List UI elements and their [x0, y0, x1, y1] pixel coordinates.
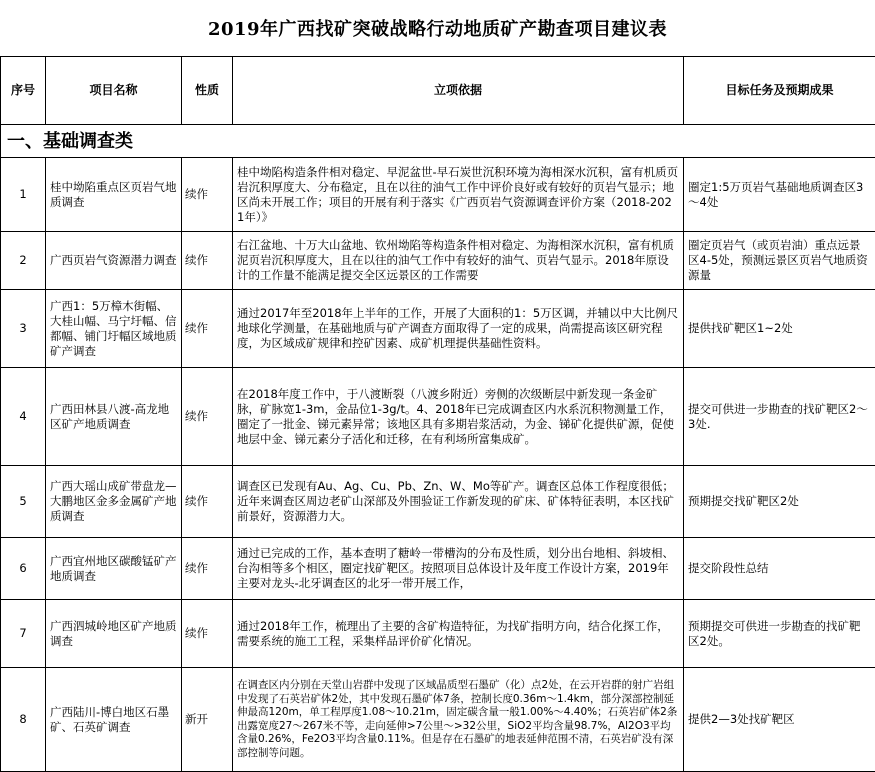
cell-no: 3: [1, 290, 46, 368]
cell-nature: 续作: [182, 466, 233, 538]
cell-basis: 通过2018年工作，梳理出了主要的含矿构造特征，为找矿指明方向，结合化探工作，需要系统的施工工程，采集样品评价矿化情况。: [233, 600, 684, 668]
cell-nature: 续作: [182, 538, 233, 600]
cell-name: 广西大瑶山成矿带盘龙—大鹏地区金多金属矿产地质调查: [46, 466, 182, 538]
header-row: [1, 57, 875, 125]
table-row: [1, 158, 875, 232]
section-title: 一、基础调查类: [1, 125, 875, 158]
cell-target: 预期提交找矿靶区2处: [684, 466, 875, 538]
table-row: [1, 232, 875, 290]
cell-basis: 桂中坳陷构造条件相对稳定、早泥盆世-早石炭世沉积环境为海相深水沉积，富有机质页岩沉积厚度大、分布稳定，且在以往的油气工作中评价良好或有较好的页岩气显示；地区尚未开展工作；项目的开展有利于落实《广西页岩气资源调查评价方案（2018-2021年）》: [233, 158, 684, 232]
cell-name: 广西陆川-博白地区石墨矿、石英矿调查: [46, 668, 182, 772]
cell-target: 提供找矿靶区1~2处: [684, 290, 875, 368]
cell-no: 4: [1, 368, 46, 466]
header-nature: 性质: [182, 57, 233, 125]
cell-no: 7: [1, 600, 46, 668]
table-row: [1, 538, 875, 600]
table-row: [1, 368, 875, 466]
cell-no: 1: [1, 158, 46, 232]
cell-target: 圈定页岩气（或页岩油）重点远景区4-5处，预测远景区页岩气地质资源量: [684, 232, 875, 290]
cell-name: 广西宜州地区碳酸锰矿产地质调查: [46, 538, 182, 600]
cell-target: 圈定1:5万页岩气基础地质调查区3～4处: [684, 158, 875, 232]
header-no: 序号: [1, 57, 46, 125]
header-target: 目标任务及预期成果: [684, 57, 875, 125]
project-table: [0, 56, 875, 772]
document-title: 2019年广西找矿突破战略行动地质矿产勘查项目建议表: [0, 0, 875, 56]
cell-basis: 在调查区内分别在天堂山岩群中发现了区域晶质型石墨矿（化）点2处，在云开岩群的射广岩组中发现了石英岩矿体2处，其中发现石墨矿体7条，控制长度0.36m～1.4km，部分深部控制延伸最高120m，单工程厚度1.08～10.21m，固定碳含量一般1.00%～4.40%；石英岩矿体2条出露宽度27～267米不等，走向延伸>7公里～>32公里，SiO2平均含量98.7%，Al2O3平均含量0.26%，Fe2O3平均含量0.11%。但是存在石墨矿的地表延伸范围不清，石英岩矿没有深部控制等问题。: [233, 668, 684, 772]
cell-nature: 续作: [182, 290, 233, 368]
cell-basis: 在2018年度工作中，于八渡断裂（八渡乡附近）旁侧的次级断层中新发现一条金矿脉，矿脉宽1-3m，金品位1-3g/t。4、2018年已完成调查区内水系沉积物测量工作，圈定了一批金、锑元素异常；该地区具有多期岩浆活动，为金、锑矿化提供矿源，促使地层中金、锑元素分子活化和迁移，在有利场所富集成矿。: [233, 368, 684, 466]
table-row: [1, 290, 875, 368]
cell-nature: 新开: [182, 668, 233, 772]
cell-name: 广西田林县八渡-高龙地区矿产地质调查: [46, 368, 182, 466]
section-row: [1, 125, 875, 158]
table-row: [1, 600, 875, 668]
table-row: [1, 466, 875, 538]
cell-basis: 通过已完成的工作，基本查明了糖岭一带槽沟的分布及性质，划分出台地相、斜坡相、台沟相等多个相区，圈定找矿靶区。按照项目总体设计及年度工作设计方案，2019年主要对龙头-北牙调查区的北牙一带开展工作，: [233, 538, 684, 600]
cell-no: 8: [1, 668, 46, 772]
cell-no: 2: [1, 232, 46, 290]
cell-name: 广西页岩气资源潜力调查: [46, 232, 182, 290]
cell-target: 提供2—3处找矿靶区: [684, 668, 875, 772]
cell-nature: 续作: [182, 158, 233, 232]
cell-basis: 调查区已发现有Au、Ag、Cu、Pb、Zn、W、Mo等矿产。调查区总体工作程度很低；近年来调查区周边老矿山深部及外围验证工作新发现的矿床、矿体特征表明，本区找矿前景好，资源潜力大。: [233, 466, 684, 538]
cell-nature: 续作: [182, 368, 233, 466]
table-row: [1, 668, 875, 772]
cell-name: 广西泗城岭地区矿产地质调查: [46, 600, 182, 668]
cell-target: 预期提交可供进一步勘查的找矿靶区2处。: [684, 600, 875, 668]
header-name: 项目名称: [46, 57, 182, 125]
cell-nature: 续作: [182, 600, 233, 668]
header-basis: 立项依据: [233, 57, 684, 125]
cell-basis: 通过2017年至2018年上半年的工作，开展了大面积的1：5万区调，并辅以中大比例尺地球化学测量，在基础地质与矿产调查方面取得了一定的成果，尚需提高该区研究程度，为区域成矿规律和控矿因素、成矿机理提供基础性资料。: [233, 290, 684, 368]
cell-target: 提交可供进一步勘查的找矿靶区2～3处.: [684, 368, 875, 466]
cell-basis: 右江盆地、十万大山盆地、钦州坳陷等构造条件相对稳定、为海相深水沉积，富有机质泥页岩沉积厚度大，且在以往的油气工作中有较好的油气、页岩气显示。2018年原设计的工作量不能满足提交全区远景区的工作需要: [233, 232, 684, 290]
cell-name: 广西1：5万樟木街幅、大桂山幅、马宁圩幅、信都幅、铺门圩幅区域地质矿产调查: [46, 290, 182, 368]
cell-target: 提交阶段性总结: [684, 538, 875, 600]
cell-no: 6: [1, 538, 46, 600]
cell-no: 5: [1, 466, 46, 538]
cell-name: 桂中坳陷重点区页岩气地质调查: [46, 158, 182, 232]
cell-nature: 续作: [182, 232, 233, 290]
